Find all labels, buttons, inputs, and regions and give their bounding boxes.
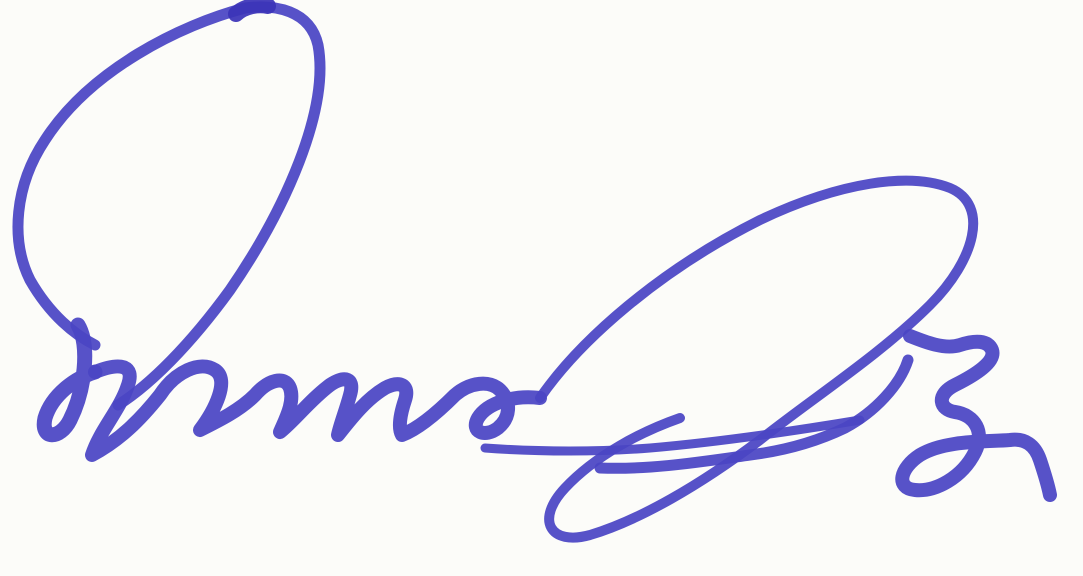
signature-stroke-top-mark	[236, 5, 268, 14]
signature-stroke-left-loop	[18, 7, 320, 405]
signature-stroke-final-letters	[902, 336, 1050, 495]
signature-stroke-initial-hook	[44, 325, 95, 435]
signature-ink	[18, 5, 1050, 537]
